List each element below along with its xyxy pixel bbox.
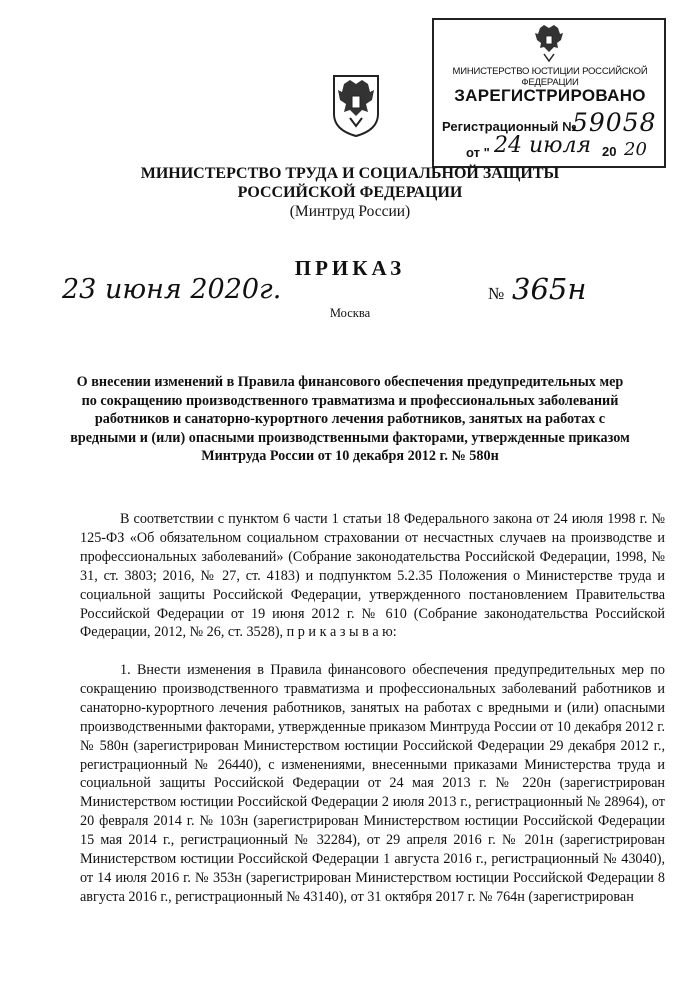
stamp-ministry-name: МИНИСТЕРСТВО ЮСТИЦИИ РОССИЙСКОЙ ФЕДЕРАЦИИ [452,66,648,88]
stamp-number-label: Регистрационный № [442,119,577,134]
paragraph-text: В соответствии с пунктом 6 части 1 статьи 18 Федерального закона от 24 июля 1998 г. № 125-ФЗ «Об обязательном социальном страховании от несчастных случаев на производстве и профессиональных заболеваний» (Собрание законодательства Российской Федерации, 1998, № 31, ст. 3803; 2016, № 27, ст. 4183) и подпунктом 5.2.35 Положения о Министерстве труда и социальной защиты Российской Федерации, утвержденного постановлением Правительства Российской Федерации от 19 июня 2012 г. № 610 (Собрание законодательства Российской Федерации, 2012, № 26, ст. 3528), п р и к а з ы в а ю: [80,511,665,641]
stamp-year-prefix: 20 [602,144,617,159]
order-number-label: № [488,284,505,303]
stamp-registered: ЗАРЕГИСТРИРОВАНО [454,86,646,105]
body-paragraph-item1 [80,661,665,907]
ministry-short-name: (Минтруд России) [289,203,411,220]
order-number: 365н [512,272,587,306]
stamp-date-prefix: от " [466,145,490,160]
paragraph-text: 1. Внести изменения в Правила финансового обеспечения предупредительных мер по сокращению производственного травматизма и профессиональных заболеваний работников и санаторно-курортного лечения работников, занятых на работах с вредными и (или) опасными производственными факторами, утвержденные приказом Минтруда России от 10 декабря 2012 г. № 580н (зарегистрирован Министерством юстиции Российской Федерации 29 декабря 2012 г., регистрационный № 26440), с изменениями, внесенными приказами Министерства труда и социальной защиты Российской Федерации от 24 мая 2013 г. № 220н (зарегистрирован Министерством юстиции Российской Федерации 2 июля 2013 г., регистрационный № 28964), от 20 февраля 2014 г. № 103н (зарегистрирован Министерством юстиции Российской Федерации 15 мая 2014 г., регистрационный № 32284), от 29 апреля 2016 г. № 201н (зарегистрирован Министерством юстиции Российской Федерации 1 августа 2016 г., регистрационный № 43040), от 14 июля 2016 г. № 353н (зарегистрирован Министерством юстиции Российской Федерации 8 августа 2016 г., регистрационный № 43140), от 31 октября 2017 г. № 764н (зарегистрирован [80,662,665,905]
order-date: 23 июня 2020г. [62,274,282,305]
ministry-name-line1: МИНИСТЕРСТВО ТРУДА И СОЦИАЛЬНОЙ ЗАЩИТЫ [140,165,560,182]
coat-of-arms-icon [330,70,382,138]
order-title: О внесении изменений в Правила финансового обеспечения предупредительных мер по сокращению производственного травматизма и профессиональных заболеваний работников и санаторно-курортного лечения работников, занятых на работах с вредными и (или) опасными производственными факторами, утвержденные приказом Минтруда России от 10 декабря 2012 г. № 580н [70,374,630,465]
order-heading: ПРИКАЗ [294,256,406,280]
stamp-number-value: 59058 [572,108,657,137]
stamp-year-handwritten: 20 [624,139,647,160]
stamp-coat-of-arms-icon [532,22,566,64]
ministry-name-line2: РОССИЙСКОЙ ФЕДЕРАЦИИ [237,184,463,201]
body-paragraph-preamble [80,510,665,642]
stamp-date-value: 24 июля [494,133,592,158]
registration-stamp [432,18,666,168]
order-city: Москва [329,306,371,320]
